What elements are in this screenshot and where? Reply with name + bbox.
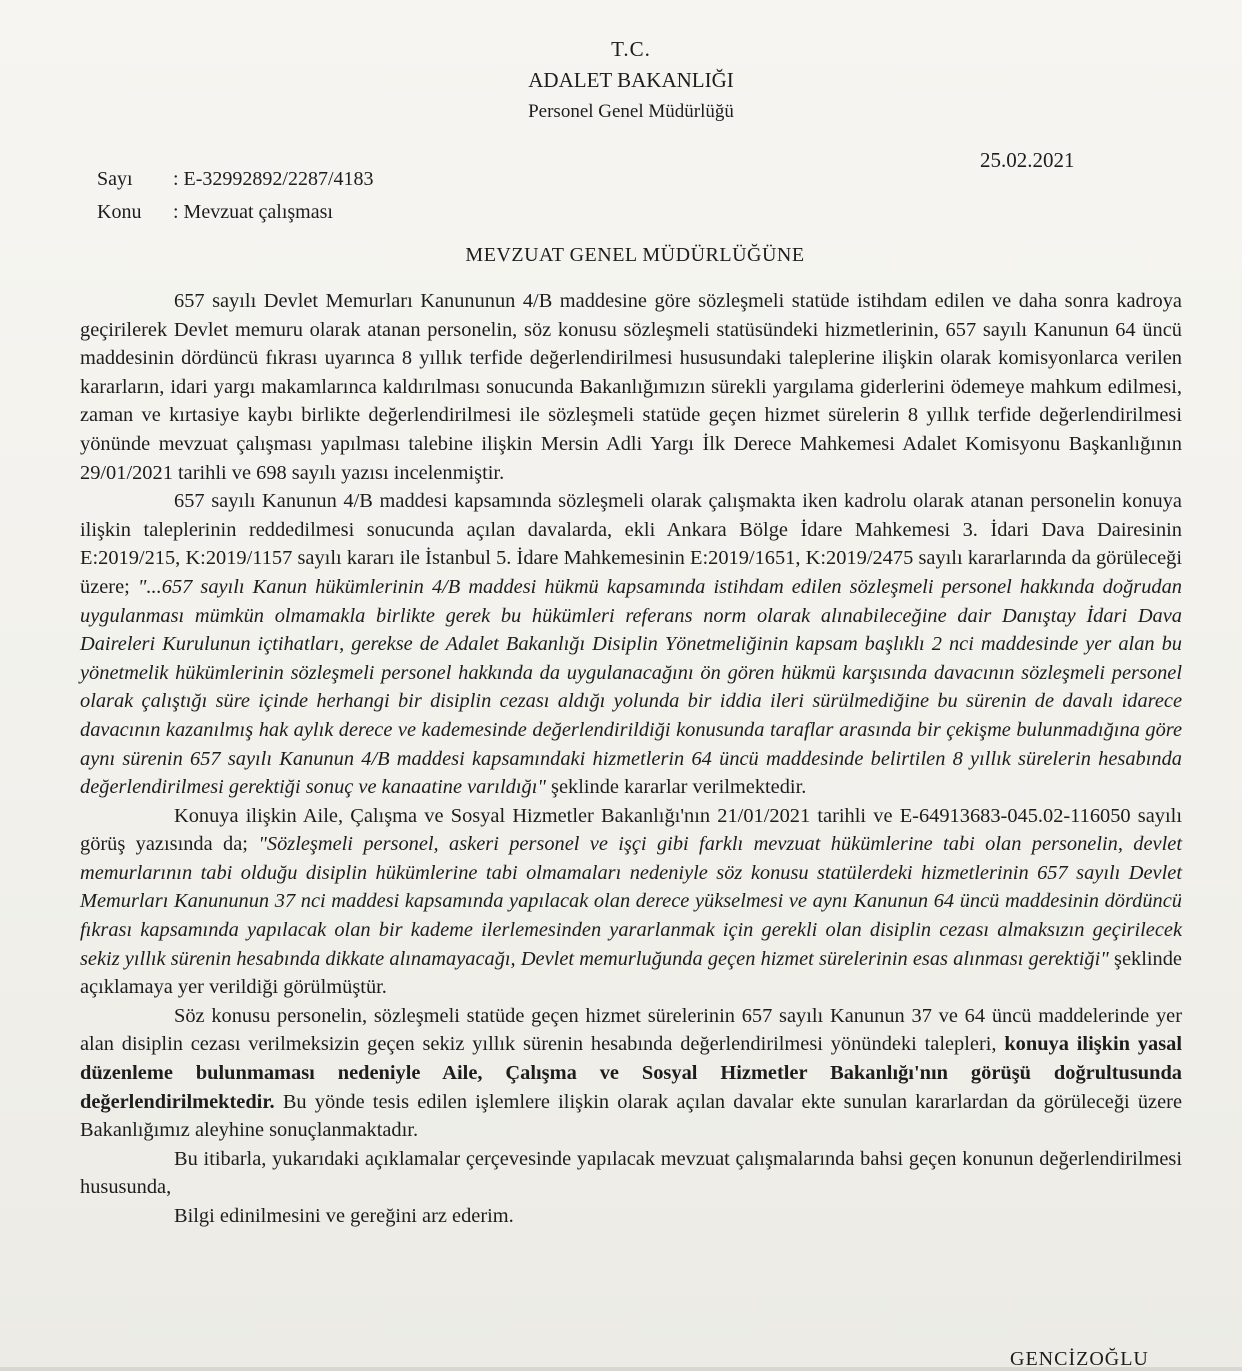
letterhead-country: T.C. xyxy=(611,37,651,61)
paragraph-6: Bilgi edinilmesini ve gereğini arz ederim. xyxy=(174,1205,514,1227)
paragraph-2-quote: "...657 sayılı Kanun hükümlerinin 4/B maddesi hükmü kapsamında istihdam edilen sözleşmeli personel hakkında doğrudan uygulanması mümkün olmamakla birlikte gerek bu hükümleri referans norm olarak alınabileceğine dair Danıştay İdari Dava Daireleri Kurulunun içtihatları, gerekse de Adalet Bakanlığı Disiplin Yönetmeliğinin kapsam başlıklı 2 nci maddesinde yer alan bu yönetmelik hükümlerinin sözleşmeli personel hakkında da uygulanacağını ön gören hükmü karşısında davacının sözleşmeli personel olarak çalıştığı süre içinde herhangi bir disiplin cezası aldığı yolunda bir iddia ileri sürülmediğine bu sürenin de davalı idarece davacının kazanılmış hak aylık derece ve kademesinde değerlendirildiği konusunda taraflar arasında bir çekişme bulunmadığına göre aynı sürenin 657 sayılı Kanunun 4/B maddesi kapsamındaki hizmetlerin 64 üncü maddesinde belirtilen 8 yıllık sürelerin hesabında değerlendirilmesi gerektiği sonuç ve kanaatine varıldığı" xyxy=(80,575,1182,799)
signer-name-fragment: GENCİZOĞLU xyxy=(1010,1348,1149,1370)
letter-body xyxy=(80,287,1182,1231)
paragraph-4-start: Söz konusu personelin, sözleşmeli statüde geçen hizmet sürelerinin 657 sayılı Kanunun 37 ve 64 üncü maddelerinde yer alan disiplin cezası verilmeksizin geçen sekiz yıllık sürenin hesabında değerlendirilmesi yönündeki talepleri, xyxy=(80,1004,1182,1056)
meta-row-konu xyxy=(97,196,374,229)
paragraph-2-end: şeklinde kararlar verilmektedir. xyxy=(545,776,807,799)
sayi-value: : E-32992892/2287/4183 xyxy=(173,168,374,190)
paragraph-3-quote: "Sözleşmeli personel, askeri personel ve işçi gibi farklı mevzuat hükümlerine tabi olan personelin, devlet memurlarının tabi olduğu disiplin hükümlerine tabi olmamaları nedeniyle söz konusu statülerdeki hizmetlerinin 657 sayılı Devlet Memurları Kanununun 37 nci maddesi kapsamında yapılacak olan derece yükselmesi ve aynı Kanunun 64 üncü maddesinin dördüncü fıkrası kapsamında yapılacak olan bir kademe ilerlemesinden yararlanmak için gerekli olan disiplin cezası almaksızın geçirilecek sekiz yıllık sürenin hesabında dikkate alınamayacağı, Devlet memurluğunda geçen hizmet sürelerinin esas alınması gerektiği" xyxy=(80,833,1182,970)
paragraph-5: Bu itibarla, yukarıdaki açıklamalar çerçevesinde yapılacak mevzuat çalışmalarında bahsi geçen konunun değerlendirilmesi hususunda, xyxy=(80,1147,1182,1199)
paragraph-4 xyxy=(80,1002,1182,1145)
sayi-label: Sayı xyxy=(97,168,133,190)
document-date: 25.02.2021 xyxy=(980,148,1075,172)
letterhead-unit: Personel Genel Müdürlüğü xyxy=(528,101,734,122)
konu-value: : Mevzuat çalışması xyxy=(173,201,333,223)
paragraph-1: 657 sayılı Devlet Memurları Kanununun 4/B maddesine göre sözleşmeli statüde istihdam edilen ve daha sonra kadroya geçirilerek Devlet memuru olarak atanan personelin, söz konusu sözleşmeli statüsündeki hizmetlerinin, 657 sayılı Kanunun 64 üncü maddesinin dördüncü fıkrası uyarınca 8 yıllık terfide değerlendirilmesi hususundaki taleplerine ilişkin olarak komisyonlarca verilen kararların, idari yargı makamlarınca kaldırılması sonucunda Bakanlığımızın sürekli yargılama giderlerini ödemeye mahkum edilmesi, zaman ve kırtasiye kaybı birlikte değerlendirilmesi ile sözleşmeli statüde geçen hizmet sürelerin 8 yıllık terfide değerlendirilmesi yönünde mevzuat çalışması yapılması talebine ilişkin Mersin Adli Yargı İlk Derece Mahkemesi Adalet Komisyonu Başkanlığının 29/01/2021 tarihli ve 698 sayılı yazısı incelenmiştir. xyxy=(80,290,1182,484)
letterhead xyxy=(0,34,1242,127)
document-meta xyxy=(97,163,374,229)
konu-label: Konu xyxy=(97,201,142,223)
paragraph-3-start: Konuya ilişkin Aile, Çalışma ve Sosyal Hizmetler Bakanlığı'nın 21/01/2021 tarihli ve E-64913683-045.02-116050 sayılı görüş yazısında da; xyxy=(80,804,1182,856)
letterhead-ministry: ADALET BAKANLIĞI xyxy=(528,68,734,92)
paragraph-3-end: şeklinde açıklamaya yer verildiği görülmüştür. xyxy=(80,947,1182,999)
paragraph-4-end: Bu yönde tesis edilen işlemlere ilişkin olarak açılan davalar ekte sunulan kararlardan da görüleceği üzere Bakanlığımız aleyhine sonuçlanmaktadır. xyxy=(80,1090,1182,1142)
meta-row-sayi xyxy=(97,163,374,196)
paragraph-2 xyxy=(80,487,1182,802)
paragraph-4-bold: konuya ilişkin yasal düzenleme bulunmaması nedeniyle Aile, Çalışma ve Sosyal Hizmetler Bakanlığı'nın görüşü doğrultusunda değerlendirilmektedir. xyxy=(80,1033,1183,1113)
paragraph-3 xyxy=(80,802,1182,1002)
paragraph-2-start: 657 sayılı Kanunun 4/B maddesi kapsamında sözleşmeli olarak çalışmakta iken kadrolu olarak atanan personelin konuya ilişkin taleplerinin reddedilmesi sonucunda açılan davalarda, ekli Ankara Bölge İdare Mahkemesi 3. İdari Dava Dairesinin E:2019/215, K:2019/1157 sayılı kararı ile İstanbul 5. İdare Mahkemesinin E:2019/1651, K:2019/2475 sayılı kararlarında da görüleceği üzere; xyxy=(80,490,1182,598)
addressee: MEVZUAT GENEL MÜDÜRLÜĞÜNE xyxy=(465,244,805,266)
